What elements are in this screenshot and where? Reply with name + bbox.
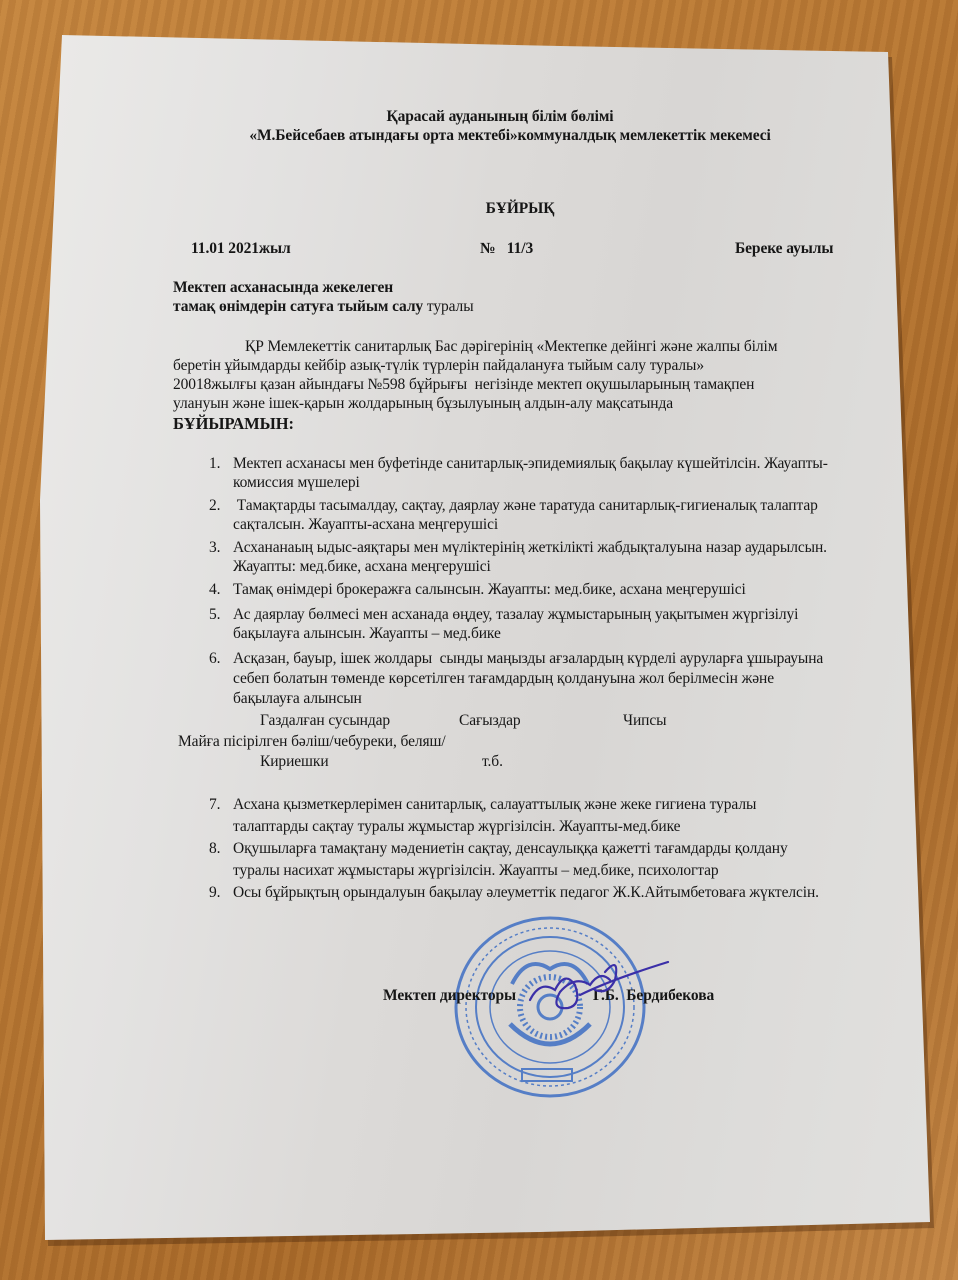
list-item-9: 9. Осы бұйрықтың орындалуын бақылау әлеуметтік педагог Ж.К.Айтымбетоваға жүктелсін. [209,884,819,901]
banned-food: Чипсы [623,712,667,729]
order-number: № 11/3 [480,240,534,257]
department-heading: Қарасай ауданының білім бөлімі [386,108,614,125]
subject-line-2-bold: тамақ өнімдерін сатуға тыйым салу [173,298,424,315]
list-item-7: 7. Асхана қызметкерлерімен санитарлық, салауаттылық және жеке гигиена туралы [209,796,757,813]
list-item-7-cont: талаптарды сақтау туралы жұмыстар жүргізілсін. Жауапты-мед.бике [233,818,681,835]
subject-line-2 [173,298,474,317]
banned-food: Газдалған сусындар [260,712,391,729]
preamble-line: беретін ұйымдарды кейбір азық-түлік түрлерін пайдалануға тыйым салу туралы» [173,357,704,374]
list-item-8-cont: туралы насихат жұмыстары жүргізілсін. Жауапты – мед.бике, психологтар [233,862,719,879]
order-place: Береке ауылы [735,240,834,257]
handwritten-signature-icon [520,950,670,1020]
preamble-line: улануын және ішек-қарын жолдарының бұзылуының алдын-алу мақсатында [173,395,674,412]
list-item-3: 3. Асхананаың ыдыс-аяқтары мен мүліктерінің жеткілікті жабдықталуына назар аударылсын. [209,539,827,556]
list-item-6-cont: себеп болатын төменде көрсетілген тағамдардың қолдануына жол берілмесін және [233,670,775,687]
list-item-4: 4. Тамақ өнімдері брокеражға салынсын. Жауапты: мед.бике, асхана меңгерушісі [209,581,746,598]
order-date: 11.01 2021жыл [191,240,291,257]
list-item-2: 2. Тамақтарды тасымалдау, сақтау, даярлау және таратуда санитарлық-гигиеналық талаптар [209,497,818,514]
list-item-8: 8. Оқушыларға тамақтану мәдениетін сақтау, денсаулыққа қажетті тағамдарды қолдану [209,840,788,857]
list-item-6-cont: бақылауға алынсын [233,690,362,707]
list-item-6: 6. Асқазан, бауыр, ішек жолдары сынды маңызды ағзалардың күрделі ауруларға ұшырауына [209,650,824,667]
banned-food: т.б. [482,753,503,770]
signatory-position: Мектеп директоры [383,987,517,1004]
preamble-line: ҚР Мемлекеттік санитарлық Бас дәрігерінің «Мектепке дейінгі және жалпы білім [245,338,778,355]
banned-food: Майға пісірілген бәліш/чебуреки, беляш/ [178,733,446,750]
signatory-name: Г.Б. Бердибекова [593,987,715,1004]
order-title: БҰЙРЫҚ [485,200,555,217]
list-item-1-cont: комиссия мүшелері [233,474,360,491]
banned-food: Сағыздар [459,712,521,729]
subject-line-2-regular: туралы [423,298,474,315]
list-item-5: 5. Ас даярлау бөлмесі мен асханада өңдеу, тазалау жұмыстарының уақытымен жүргізілуі [209,606,799,623]
preamble-line: 20018жылғы қазан айындағы №598 бұйрығы негізінде мектеп оқушыларының тамақпен [173,376,755,393]
list-item-5-cont: бақылауға алынсын. Жауапты – мед.бике [233,625,501,642]
list-item-2-cont: сақталсын. Жауапты-асхана меңгерушісі [233,516,499,533]
banned-food: Кириешки [260,753,329,770]
institution-heading: «М.Бейсебаев атындағы орта мектебі»коммуналдық мемлекеттік мекемесі [249,127,771,144]
command-heading: БҰЙЫРАМЫН: [173,414,294,433]
subject-line-1: Мектеп асханасында жекелеген [173,279,394,296]
list-item-1: 1. Мектеп асханасы мен буфетінде санитарлық-эпидемиялық бақылау күшейтілсін. Жауапты- [209,455,828,472]
list-item-3-cont: Жауапты: мед.бике, асхана меңгерушісі [233,558,491,575]
